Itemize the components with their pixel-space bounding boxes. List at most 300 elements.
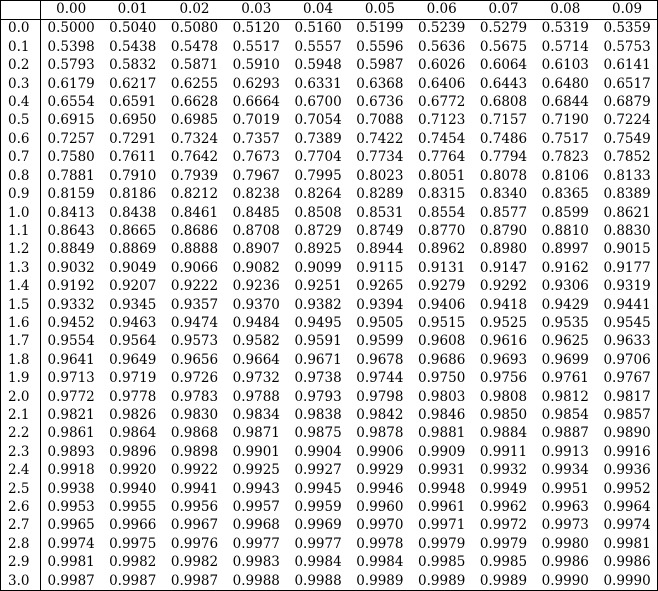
table-cell: 0.5239 [418, 20, 466, 37]
table-cell: 0.9649 [109, 351, 157, 368]
table-cell: 0.8869 [109, 241, 157, 258]
table-cell: 0.9898 [170, 443, 219, 460]
table-cell: 0.9505 [356, 314, 404, 331]
table-cell: 0.5832 [109, 57, 157, 74]
row-header: 2.4 [0, 462, 40, 480]
table-cell: 0.9821 [47, 406, 95, 423]
table-cell: 0.8962 [418, 241, 466, 258]
row-header: 2.7 [0, 517, 40, 535]
table-row [0, 278, 658, 296]
table-cell: 0.9306 [541, 278, 589, 295]
table-cell: 0.9441 [603, 296, 651, 313]
table-cell: 0.9906 [356, 443, 404, 460]
table-cell: 0.9982 [109, 554, 157, 571]
table-cell: 0.5398 [47, 38, 95, 55]
table-cell: 0.9951 [541, 480, 589, 497]
table-cell: 0.9986 [541, 554, 589, 571]
table-row [0, 204, 658, 222]
table-cell: 0.8770 [418, 222, 466, 239]
table-cell: 0.8485 [232, 204, 280, 221]
table-row [0, 351, 658, 369]
table-row [0, 535, 658, 553]
table-cell: 0.7324 [170, 130, 219, 147]
table-cell: 0.8106 [541, 167, 589, 184]
table-cell: 0.9279 [418, 278, 466, 295]
table-cell: 0.7422 [356, 130, 404, 147]
table-cell: 0.9591 [294, 333, 342, 350]
table-cell: 0.6591 [109, 94, 157, 111]
table-cell: 0.9938 [47, 480, 95, 497]
table-cell: 0.8133 [603, 167, 651, 184]
row-header: 0.8 [0, 167, 40, 185]
table-cell: 0.9989 [356, 572, 404, 589]
row-header: 1.0 [0, 204, 40, 222]
table-cell: 0.9693 [479, 351, 528, 368]
table-cell: 0.9515 [418, 314, 466, 331]
table-cell: 0.9429 [541, 296, 589, 313]
table-cell: 0.9671 [294, 351, 342, 368]
table-cell: 0.9985 [418, 554, 466, 571]
table-cell: 0.6368 [356, 75, 404, 92]
table-cell: 0.5160 [294, 20, 342, 37]
table-cell: 0.9931 [418, 462, 466, 479]
table-cell: 0.9850 [479, 406, 528, 423]
table-cell: 0.9049 [109, 259, 157, 276]
header-row [0, 0, 658, 20]
table-cell: 0.9957 [232, 499, 280, 516]
table-cell: 0.9911 [479, 443, 528, 460]
table-cell: 0.9616 [479, 333, 528, 350]
table-cell: 0.8508 [294, 204, 342, 221]
table-cell: 0.9656 [170, 351, 219, 368]
table-cell: 0.9976 [170, 535, 219, 552]
table-cell: 0.9974 [603, 517, 651, 534]
table-cell: 0.9964 [603, 499, 651, 516]
table-cell: 0.6480 [541, 75, 589, 92]
table-cell: 0.9887 [541, 425, 589, 442]
table-cell: 0.5675 [479, 38, 528, 55]
table-cell: 0.8554 [418, 204, 466, 221]
table-cell: 0.8413 [47, 204, 95, 221]
table-cell: 0.7486 [479, 130, 528, 147]
table-cell: 0.5793 [47, 57, 95, 74]
table-cell: 0.7642 [170, 149, 219, 166]
table-cell: 0.9406 [418, 296, 466, 313]
table-cell: 0.9713 [47, 370, 95, 387]
table-cell: 0.9726 [170, 370, 219, 387]
table-cell: 0.9236 [232, 278, 280, 295]
row-header: 1.8 [0, 351, 40, 369]
table-cell: 0.9934 [541, 462, 589, 479]
table-cell: 0.9826 [109, 406, 157, 423]
table-cell: 0.9545 [603, 314, 651, 331]
table-cell: 0.9750 [418, 370, 466, 387]
table-cell: 0.9738 [294, 370, 342, 387]
row-header: 0.9 [0, 186, 40, 204]
table-cell: 0.9972 [479, 517, 528, 534]
table-cell: 0.5517 [232, 38, 280, 55]
table-cell: 0.5910 [232, 57, 280, 74]
table-cell: 0.7190 [541, 112, 589, 129]
row-header: 0.2 [0, 57, 40, 75]
table-cell: 0.9032 [47, 259, 95, 276]
table-cell: 0.8810 [541, 222, 589, 239]
table-cell: 0.9573 [170, 333, 219, 350]
table-cell: 0.9884 [479, 425, 528, 442]
table-cell: 0.9861 [47, 425, 95, 442]
table-cell: 0.9893 [47, 443, 95, 460]
table-cell: 0.6517 [603, 75, 651, 92]
table-cell: 0.9319 [603, 278, 651, 295]
table-cell: 0.5948 [294, 57, 342, 74]
table-cell: 0.8159 [47, 186, 95, 203]
table-cell: 0.7224 [603, 112, 651, 129]
column-header: 0.05 [349, 0, 411, 20]
table-cell: 0.9963 [541, 499, 589, 516]
table-row [0, 572, 658, 591]
table-row [0, 388, 658, 406]
table-cell: 0.9864 [109, 425, 157, 442]
table-cell: 0.8531 [356, 204, 404, 221]
column-header: 0.03 [225, 0, 287, 20]
row-header: 1.3 [0, 259, 40, 277]
table-cell: 0.9956 [170, 499, 219, 516]
table-cell: 0.5279 [479, 20, 528, 37]
table-cell: 0.8577 [479, 204, 528, 221]
table-cell: 0.9162 [541, 259, 589, 276]
table-cell: 0.9678 [356, 351, 404, 368]
table-cell: 0.9941 [170, 480, 219, 497]
table-cell: 0.8849 [47, 241, 95, 258]
row-header: 2.6 [0, 499, 40, 517]
table-cell: 0.6554 [47, 94, 95, 111]
table-cell: 0.9147 [479, 259, 528, 276]
table-cell: 0.9525 [479, 314, 528, 331]
table-cell: 0.9744 [356, 370, 404, 387]
table-cell: 0.5557 [294, 38, 342, 55]
table-row [0, 112, 658, 130]
table-cell: 0.6808 [479, 94, 528, 111]
table-cell: 0.9641 [47, 351, 95, 368]
table-cell: 0.6772 [418, 94, 466, 111]
table-cell: 0.9868 [170, 425, 219, 442]
table-cell: 0.7967 [232, 167, 280, 184]
table-cell: 0.9798 [356, 388, 404, 405]
table-row [0, 425, 658, 443]
table-cell: 0.7123 [418, 112, 466, 129]
table-row [0, 443, 658, 461]
table-cell: 0.9945 [294, 480, 342, 497]
table-cell: 0.9981 [47, 554, 95, 571]
table-cell: 0.5319 [541, 20, 589, 37]
row-header: 1.1 [0, 222, 40, 240]
table-cell: 0.9842 [356, 406, 404, 423]
table-cell: 0.9251 [294, 278, 342, 295]
table-cell: 0.9904 [294, 443, 342, 460]
table-cell: 0.9901 [232, 443, 280, 460]
table-cell: 0.9761 [541, 370, 589, 387]
table-cell: 0.9936 [603, 462, 651, 479]
table-row [0, 499, 658, 517]
table-cell: 0.9370 [232, 296, 280, 313]
table-cell: 0.9967 [170, 517, 219, 534]
table-cell: 0.5753 [603, 38, 651, 55]
column-header: 0.07 [473, 0, 535, 20]
table-cell: 0.6628 [170, 94, 219, 111]
table-cell: 0.9949 [479, 480, 528, 497]
table-cell: 0.9986 [603, 554, 651, 571]
table-cell: 0.9890 [603, 425, 651, 442]
column-header: 0.09 [596, 0, 658, 20]
table-cell: 0.6443 [479, 75, 528, 92]
table-row [0, 57, 658, 75]
table-cell: 0.5000 [47, 20, 95, 37]
table-cell: 0.5199 [356, 20, 404, 37]
table-cell: 0.9932 [479, 462, 528, 479]
table-cell: 0.7157 [479, 112, 528, 129]
table-cell: 0.9881 [418, 425, 466, 442]
table-cell: 0.7704 [294, 149, 342, 166]
table-cell: 0.8830 [603, 222, 651, 239]
table-cell: 0.7517 [541, 130, 589, 147]
table-cell: 0.9920 [109, 462, 157, 479]
table-cell: 0.8729 [294, 222, 342, 239]
table-cell: 0.7580 [47, 149, 95, 166]
table-cell: 0.9988 [232, 572, 280, 589]
table-cell: 0.9332 [47, 296, 95, 313]
table-cell: 0.9357 [170, 296, 219, 313]
column-header: 0.01 [102, 0, 164, 20]
table-cell: 0.8078 [479, 167, 528, 184]
table-cell: 0.9977 [232, 535, 280, 552]
table-cell: 0.7549 [603, 130, 651, 147]
table-row [0, 186, 658, 204]
table-cell: 0.9788 [232, 388, 280, 405]
table-cell: 0.7823 [541, 149, 589, 166]
table-cell: 0.9812 [541, 388, 589, 405]
table-row [0, 370, 658, 388]
table-cell: 0.6950 [109, 112, 157, 129]
table-cell: 0.6026 [418, 57, 466, 74]
table-cell: 0.9959 [294, 499, 342, 516]
table-cell: 0.9207 [109, 278, 157, 295]
table-cell: 0.6879 [603, 94, 651, 111]
table-cell: 0.9808 [479, 388, 528, 405]
table-cell: 0.9778 [109, 388, 157, 405]
table-cell: 0.9989 [479, 572, 528, 589]
row-header: 0.3 [0, 75, 40, 93]
table-cell: 0.8980 [479, 241, 528, 258]
table-cell: 0.9099 [294, 259, 342, 276]
row-header: 1.4 [0, 278, 40, 296]
table-cell: 0.8212 [170, 186, 219, 203]
table-cell: 0.8438 [109, 204, 157, 221]
table-cell: 0.7881 [47, 167, 95, 184]
row-header: 0.1 [0, 38, 40, 56]
table-cell: 0.9463 [109, 314, 157, 331]
table-cell: 0.9292 [479, 278, 528, 295]
table-cell: 0.9345 [109, 296, 157, 313]
table-cell: 0.5636 [418, 38, 466, 55]
table-row [0, 480, 658, 498]
table-cell: 0.9968 [232, 517, 280, 534]
table-cell: 0.9987 [170, 572, 219, 589]
table-cell: 0.9990 [541, 572, 589, 589]
table-cell: 0.5040 [109, 20, 157, 37]
table-cell: 0.5596 [356, 38, 404, 55]
table-cell: 0.9177 [603, 259, 651, 276]
table-cell: 0.8888 [170, 241, 219, 258]
table-cell: 0.6255 [170, 75, 219, 92]
table-cell: 0.7291 [109, 130, 157, 147]
table-cell: 0.9984 [356, 554, 404, 571]
column-header: 0.08 [534, 0, 596, 20]
table-cell: 0.5120 [232, 20, 280, 37]
row-header: 2.0 [0, 388, 40, 406]
table-cell: 0.7019 [232, 112, 280, 129]
table-cell: 0.9382 [294, 296, 342, 313]
table-cell: 0.8365 [541, 186, 589, 203]
table-row [0, 20, 658, 39]
table-cell: 0.9988 [294, 572, 342, 589]
table-cell: 0.9922 [170, 462, 219, 479]
table-cell: 0.9838 [294, 406, 342, 423]
table-row [0, 94, 658, 112]
table-cell: 0.9962 [479, 499, 528, 516]
table-cell: 0.9927 [294, 462, 342, 479]
table-cell: 0.9484 [232, 314, 280, 331]
table-cell: 0.9980 [541, 535, 589, 552]
table-cell: 0.9066 [170, 259, 219, 276]
table-cell: 0.9966 [109, 517, 157, 534]
table-cell: 0.8907 [232, 241, 280, 258]
table-cell: 0.9554 [47, 333, 95, 350]
table-cell: 0.9599 [356, 333, 404, 350]
table-row [0, 259, 658, 277]
table-cell: 0.9952 [603, 480, 651, 497]
row-header: 2.2 [0, 425, 40, 443]
table-cell: 0.5080 [170, 20, 219, 37]
corner-cell [0, 0, 40, 20]
table-cell: 0.9961 [418, 499, 466, 516]
table-cell: 0.9854 [541, 406, 589, 423]
table-cell: 0.9987 [109, 572, 157, 589]
table-cell: 0.8340 [479, 186, 528, 203]
table-cell: 0.7852 [603, 149, 651, 166]
table-cell: 0.6141 [603, 57, 651, 74]
table-cell: 0.9985 [479, 554, 528, 571]
table-cell: 0.8925 [294, 241, 342, 258]
table-cell: 0.8186 [109, 186, 157, 203]
table-cell: 0.9925 [232, 462, 280, 479]
table-cell: 0.9664 [232, 351, 280, 368]
table-row [0, 296, 658, 314]
table-row [0, 149, 658, 167]
table-cell: 0.9970 [356, 517, 404, 534]
row-header: 3.0 [0, 572, 40, 591]
table-cell: 0.8686 [170, 222, 219, 239]
table-cell: 0.7673 [232, 149, 280, 166]
row-header: 1.2 [0, 241, 40, 259]
table-cell: 0.9960 [356, 499, 404, 516]
column-header: 0.00 [40, 0, 102, 20]
table-cell: 0.6217 [109, 75, 157, 92]
table-cell: 0.9987 [47, 572, 95, 589]
table-cell: 0.9582 [232, 333, 280, 350]
table-cell: 0.9979 [479, 535, 528, 552]
table-cell: 0.8749 [356, 222, 404, 239]
table-cell: 0.6103 [541, 57, 589, 74]
table-cell: 0.8461 [170, 204, 219, 221]
row-header: 2.9 [0, 554, 40, 572]
table-cell: 0.9989 [418, 572, 466, 589]
row-header: 1.6 [0, 315, 40, 333]
table-cell: 0.6406 [418, 75, 466, 92]
table-cell: 0.6064 [479, 57, 528, 74]
table-cell: 0.9686 [418, 351, 466, 368]
table-cell: 0.7764 [418, 149, 466, 166]
table-cell: 0.8051 [418, 167, 466, 184]
table-cell: 0.9982 [170, 554, 219, 571]
table-cell: 0.7389 [294, 130, 342, 147]
table-cell: 0.9452 [47, 314, 95, 331]
table-cell: 0.8289 [356, 186, 404, 203]
table-cell: 0.6915 [47, 112, 95, 129]
table-cell: 0.9633 [603, 333, 651, 350]
table-row [0, 38, 658, 56]
table-cell: 0.9955 [109, 499, 157, 516]
table-cell: 0.8665 [109, 222, 157, 239]
table-cell: 0.9981 [603, 535, 651, 552]
table-cell: 0.9918 [47, 462, 95, 479]
table-cell: 0.7054 [294, 112, 342, 129]
table-cell: 0.9793 [294, 388, 342, 405]
table-cell: 0.6700 [294, 94, 342, 111]
row-header: 0.4 [0, 94, 40, 112]
table-cell: 0.9625 [541, 333, 589, 350]
table-cell: 0.9608 [418, 333, 466, 350]
table-cell: 0.9943 [232, 480, 280, 497]
table-cell: 0.8238 [232, 186, 280, 203]
table-cell: 0.9969 [294, 517, 342, 534]
table-cell: 0.9990 [603, 572, 651, 589]
row-header: 1.7 [0, 333, 40, 351]
table-cell: 0.7995 [294, 167, 342, 184]
table-cell: 0.9082 [232, 259, 280, 276]
table-cell: 0.9699 [541, 351, 589, 368]
table-cell: 0.8997 [541, 241, 589, 258]
table-cell: 0.9719 [109, 370, 157, 387]
table-cell: 0.9871 [232, 425, 280, 442]
table-cell: 0.8023 [356, 167, 404, 184]
table-cell: 0.9834 [232, 406, 280, 423]
table-cell: 0.9115 [356, 259, 404, 276]
table-row [0, 75, 658, 93]
table-cell: 0.9953 [47, 499, 95, 516]
table-cell: 0.6664 [232, 94, 280, 111]
table-cell: 0.9817 [603, 388, 651, 405]
table-cell: 0.9909 [418, 443, 466, 460]
table-cell: 0.7910 [109, 167, 157, 184]
table-cell: 0.9946 [356, 480, 404, 497]
table-row [0, 407, 658, 425]
table-cell: 0.6179 [47, 75, 95, 92]
table-cell: 0.7734 [356, 149, 404, 166]
table-cell: 0.8708 [232, 222, 280, 239]
table-cell: 0.6736 [356, 94, 404, 111]
table-cell: 0.9857 [603, 406, 651, 423]
table-row [0, 222, 658, 240]
